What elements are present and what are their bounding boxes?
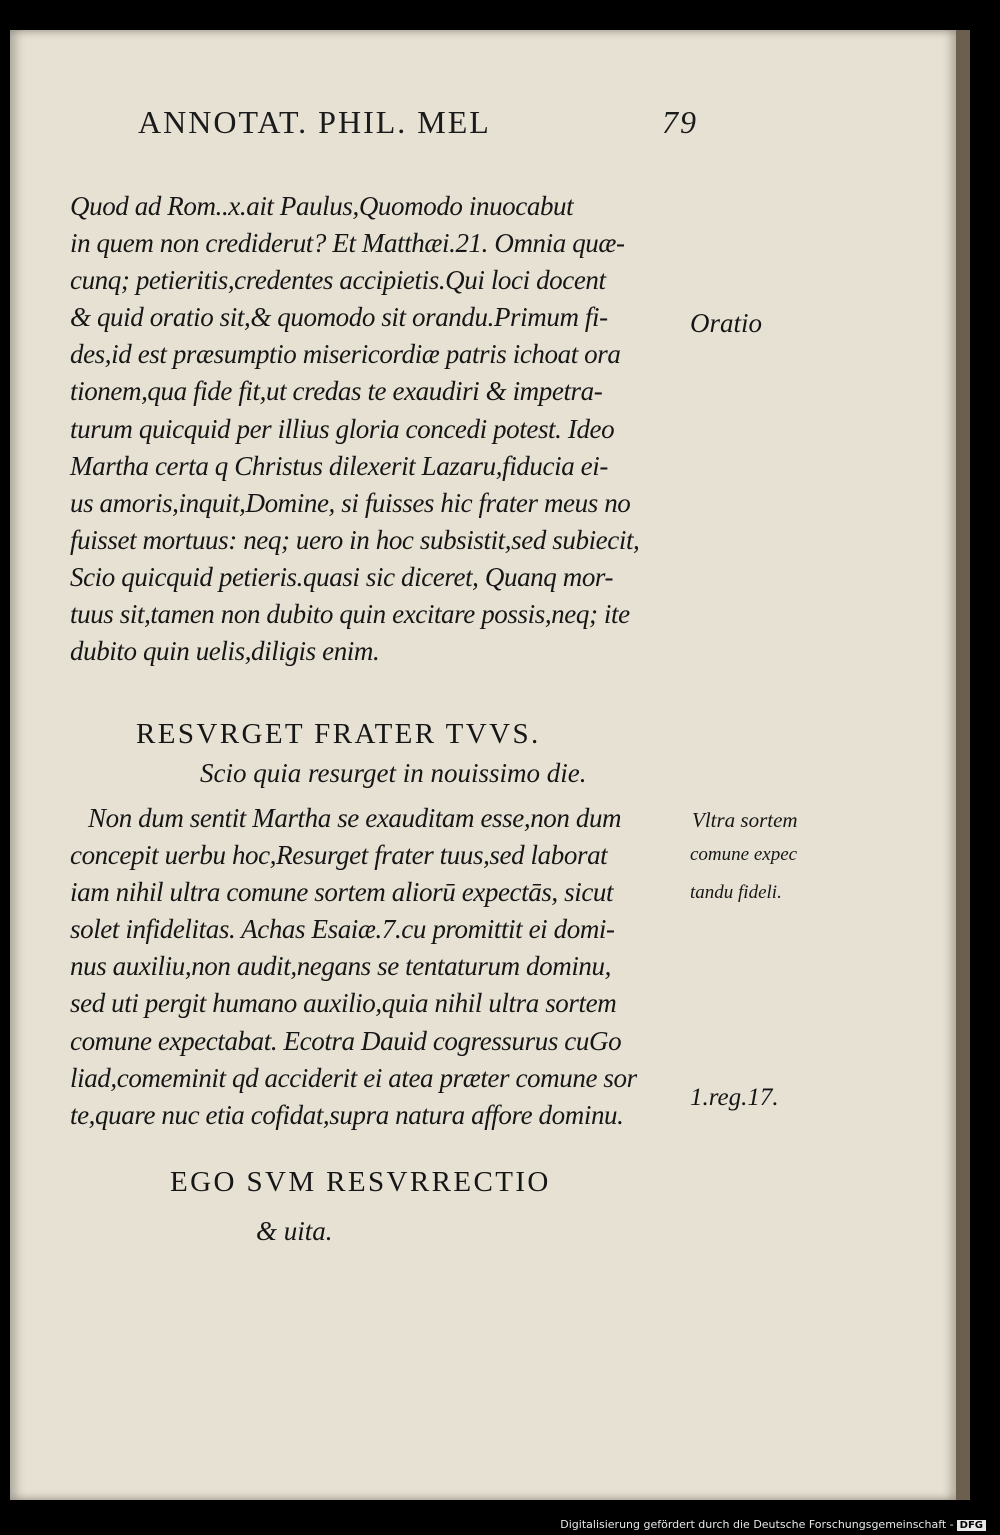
text-line: solet infidelitas. Achas Esaiæ.7.cu promittit ei domi- <box>70 914 615 945</box>
main-text-block-1 <box>70 188 680 670</box>
main-text-block-2 <box>70 800 680 1134</box>
dfg-logo: DFG <box>957 1520 986 1531</box>
text-line: Scio quicquid petieris.quasi sic diceret, Quanq mor- <box>70 561 614 592</box>
text-line: Quod ad Rom..x.ait Paulus,Quomodo inuocabut <box>70 191 574 221</box>
text-line: turum quicquid per illius gloria concedi potest. Ideo <box>70 413 615 444</box>
text-line: tionem,qua fide fit,ut credas te exaudiri & impetra- <box>70 376 603 407</box>
text-line: sed uti pergit humano auxilio,quia nihil ultra sortem <box>70 988 617 1019</box>
text-line: in quem non crediderut? Et Matthæi.21. Omnia quæ- <box>70 228 625 259</box>
section-subheading-1: Scio quia resurget in nouissimo die. <box>200 758 587 788</box>
marginal-note-ultra-1: Vltra sortem <box>692 808 798 832</box>
text-line: us amoris,inquit,Domine, si fuisses hic frater meus no <box>70 487 631 518</box>
text-line: tuus sit,tamen non dubito quin excitare possis,neq; ite <box>70 599 630 630</box>
text-line: iam nihil ultra comune sortem aliorū expectās, sicut <box>70 877 614 908</box>
page-header <box>138 104 698 144</box>
section-heading-2: EGO SVM RESVRRECTIO <box>170 1166 551 1198</box>
section-heading-1: RESVRGET FRATER TVVS. <box>136 718 541 750</box>
text-line: dubito quin uelis,diligis enim. <box>70 636 380 667</box>
section-subheading-2: & uita. <box>256 1216 333 1246</box>
marginal-note-oratio: Oratio <box>690 308 763 338</box>
page-number: 79 <box>662 104 698 140</box>
text-line: des,id est præsumptio misericordiæ patris ichoat ora <box>70 339 621 370</box>
text-line: & quid oratio sit,& quomodo sit orandu.Primum fi- <box>70 302 608 333</box>
digitization-credit <box>560 1518 986 1531</box>
text-line: Martha certa q Christus dilexerit Lazaru,fiducia ei- <box>70 450 608 481</box>
text-line: cunq; petieritis,credentes accipietis.Qui loci docent <box>70 265 606 296</box>
text-line: liad,comeminit qd acciderit ei atea præter comune sor <box>70 1062 637 1093</box>
marginal-note-reg: 1.reg.17. <box>690 1084 779 1111</box>
marginal-note-ultra-3: tandu fideli. <box>690 882 782 903</box>
text-line: Non dum sentit Martha se exauditam esse,non dum <box>88 803 622 833</box>
running-title: ANNOTAT. PHIL. MEL <box>138 104 491 140</box>
credit-text: Digitalisierung gefördert durch die Deutsche Forschungsgemeinschaft - <box>560 1518 954 1531</box>
text-line: concepit uerbu hoc,Resurget frater tuus,sed laborat <box>70 840 608 871</box>
text-line: nus auxiliu,non audit,negans se tentaturum dominu, <box>70 951 611 982</box>
text-line: te,quare nuc etia cofidat,supra natura affore dominu. <box>70 1099 624 1130</box>
text-line: fuisset mortuus: neq; uero in hoc subsistit,sed subiecit, <box>70 524 640 555</box>
text-line: comune expectabat. Ecotra Dauid cogressurus cuGo <box>70 1025 622 1056</box>
marginal-note-ultra-2: comune expec <box>690 844 798 865</box>
